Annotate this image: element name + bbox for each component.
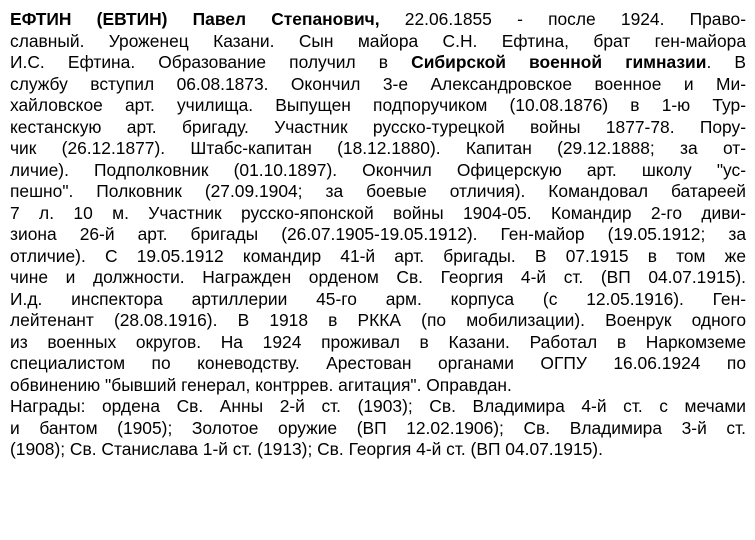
text-segment: И.С. Ефтина. Образование получил в (10, 52, 412, 72)
text-segment: славный. Уроженец Казани. Сын майора С.Н. Ефтина, брат ген-майора (10, 30, 746, 51)
text-segment: обвинению "бывший генерал, контррев. агитация". Оправдан. (10, 374, 512, 395)
text-segment: (1908); Св. Станислава 1-й ст. (1913); Св. Георгия 4-й ст. (ВП 04.07.1915). (10, 439, 603, 459)
text-segment: из военных округов. На 1924 проживал в Казани. Работал в Наркомземе (10, 331, 746, 352)
bio-line (10, 181, 746, 203)
bio-line (10, 203, 746, 225)
bio-line (10, 224, 746, 246)
text-segment: зиона 26-й арт. бригады (26.07.1905-19.05.1912). Ген-майор (19.05.1912; за (10, 224, 746, 244)
text-segment: службу вступил 06.08.1873. Окончил 3-е Александровское военное и Ми- (10, 73, 746, 94)
bio-line (10, 160, 746, 182)
text-segment: лейтенант (28.08.1916). В 1918 в РККА (по мобилизации). Военрук одного (10, 310, 746, 330)
text-segment: кестанскую арт. бригаду. Участник русско-турецкой войны 1877-78. Пору- (10, 116, 746, 137)
awards-paragraph (10, 396, 746, 461)
bio-line (10, 375, 746, 397)
text-segment: личие). Подполковник (01.10.1897). Окончил Офицерскую арт. школу "ус- (10, 159, 746, 180)
bold-text: Сибирской военной гимназии (411, 52, 707, 72)
bio-line (10, 117, 746, 139)
bio-line (10, 31, 746, 53)
bio-line (10, 289, 746, 311)
text-segment: 7 л. 10 м. Участник русско-японской войны 1904-05. Командир 2-го диви- (10, 202, 746, 223)
bio-line (10, 332, 746, 354)
bio-line (10, 138, 746, 160)
bio-line (10, 9, 746, 31)
text-segment: отличие). С 19.05.1912 командир 41-й арт. бригады. В 07.1915 в том же (10, 245, 746, 266)
text-segment: пешно". Полковник (27.09.1904; за боевые отличия). Командовал батареей (10, 181, 746, 201)
bio-line (10, 95, 746, 117)
bio-line (10, 246, 746, 268)
bio-line (10, 267, 746, 289)
text-segment: Награды: ордена Св. Анны 2-й ст. (1903); Св. Владимира 4-й ст. с мечами (10, 396, 746, 416)
bold-text: ЕФТИН (ЕВТИН) Павел Степанович, (10, 9, 380, 29)
text-segment: . В (706, 52, 746, 72)
text-segment: И.д. инспектора артиллерии 45-го арм. корпуса (с 12.05.1916). Ген- (10, 288, 746, 309)
text-segment: 22.06.1855 - после 1924. Право- (379, 9, 746, 29)
bio-line (10, 310, 746, 332)
text-segment: и бантом (1905); Золотое оружие (ВП 12.02.1906); Св. Владимира 3-й ст. (10, 417, 746, 438)
awards-line (10, 396, 746, 418)
text-segment: хайловское арт. училища. Выпущен подпоручиком (10.08.1876) в 1-ю Тур- (10, 95, 746, 115)
bio-line (10, 74, 746, 96)
text-segment: специалистом по коневодству. Арестован органами ОГПУ 16.06.1924 по (10, 353, 746, 373)
text-segment: чине и должности. Награжден орденом Св. Георгия 4-й ст. (ВП 04.07.1915). (10, 267, 746, 287)
biography-paragraph (10, 9, 746, 396)
bio-line (10, 52, 746, 74)
awards-line (10, 439, 746, 461)
text-segment: чик (26.12.1877). Штабс-капитан (18.12.1880). Капитан (29.12.1888; за от- (10, 138, 746, 158)
awards-line (10, 418, 746, 440)
document-body (10, 9, 746, 461)
bio-line (10, 353, 746, 375)
